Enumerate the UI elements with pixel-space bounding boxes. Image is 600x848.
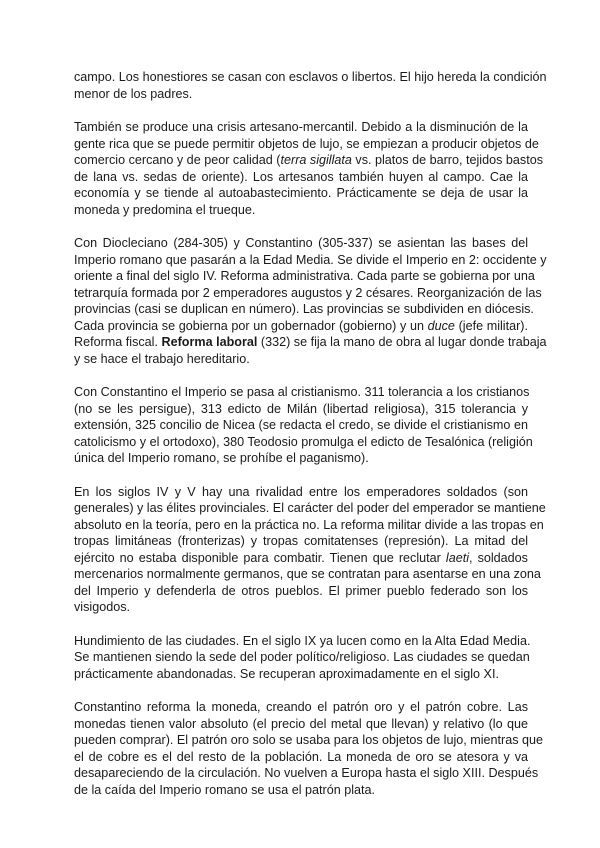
bold-text: Reforma laboral bbox=[161, 335, 258, 349]
text-run: tropas limitáneas (fronterizas) y tropas comitatenses (represión). La mitad del bbox=[74, 534, 528, 548]
text-run: y se hace el trabajo hereditario. bbox=[74, 351, 250, 366]
text-run: desapareciendo de la circulación. No vuelven a Europa hasta el siglo XIII. Después bbox=[74, 766, 539, 780]
text-run: , soldados bbox=[469, 550, 528, 565]
text-run: (332) se fija la mano de obra al lugar donde trabaja bbox=[257, 335, 547, 349]
text-run: de la caída del Imperio romano se usa el patrón plata. bbox=[74, 782, 376, 797]
paragraph-7 bbox=[74, 699, 544, 798]
text-run: Cada provincia se gobierna por un gobernador (gobierno) y un bbox=[74, 318, 428, 333]
text-run: de lana vs. sedas de oriente). Los artesanos también huyen al campo. Cae la bbox=[74, 169, 528, 184]
text-line bbox=[74, 666, 528, 683]
text-run: comercio cercano y de peor calidad ( bbox=[74, 153, 281, 167]
text-line bbox=[74, 566, 541, 583]
text-line bbox=[74, 484, 528, 501]
text-run: Reforma fiscal. bbox=[74, 335, 162, 349]
text-line bbox=[74, 136, 539, 153]
text-run: única del Imperio romano, se prohíbe el paganismo). bbox=[74, 451, 369, 465]
paragraph-4 bbox=[74, 384, 533, 467]
text-run: gente rica que se puede permitir objetos de lujo, se empiezan a producir objetos de bbox=[74, 136, 539, 151]
text-run: oriente a final del siglo IV. Reforma administrativa. Cada parte se gobierna por una bbox=[74, 269, 535, 283]
text-line bbox=[74, 268, 535, 285]
text-run: Hundimiento de las ciudades. En el siglo IX ya lucen como en la Alta Edad Media. bbox=[74, 633, 531, 648]
text-line bbox=[74, 285, 542, 302]
text-run: catolicismo y el ortodoxo), 380 Teodosio promulga el edicto de Tesalónica (religión bbox=[74, 434, 533, 449]
text-line bbox=[74, 633, 531, 650]
text-line bbox=[74, 517, 544, 534]
paragraph-3 bbox=[74, 235, 547, 367]
text-line bbox=[74, 732, 544, 749]
text-line bbox=[74, 384, 528, 401]
paragraph-6 bbox=[74, 633, 531, 683]
text-line bbox=[74, 119, 528, 136]
text-run: También se produce una crisis artesano-mercantil. Debido a la disminución de la bbox=[74, 120, 528, 134]
text-line bbox=[74, 301, 534, 318]
text-line bbox=[74, 649, 528, 666]
text-run: del Imperio y defenderla de otros pueblos. El primer pueblo federado son los bbox=[74, 583, 528, 598]
text-run: extensión, 325 concilio de Nicea (se redacta el credo, se divide el cristianismo en bbox=[74, 418, 528, 432]
italic-text: terra sigillata bbox=[280, 153, 352, 167]
text-run: provincias (casi se duplican en número). Las provincias se subdividen en diócesis. bbox=[74, 302, 534, 316]
text-run: vs. platos de barro, tejidos bastos bbox=[351, 153, 544, 167]
paragraph-2 bbox=[74, 119, 544, 218]
text-run: Con Diocleciano (284-305) y Constantino (305-337) se asientan las bases del bbox=[74, 236, 528, 250]
text-line bbox=[74, 202, 528, 219]
text-run: Con Constantino el Imperio se pasa al cristianismo. 311 tolerancia a los cristianos bbox=[74, 385, 530, 399]
text-run: economía y se tiende al autoabastecimiento. Prácticamente se deja de usar la bbox=[74, 186, 528, 200]
text-run: absoluto en la teoría, pero en la práctica no. La reforma militar divide a las tropas en bbox=[74, 517, 544, 532]
text-run: Imperio romano que pasarán a la Edad Media. Se divide el Imperio en 2: occidente y bbox=[74, 252, 547, 267]
text-run: monedas tienen valor absoluto (el precio del metal que llevan) y relativo (lo que bbox=[74, 716, 528, 731]
text-run: En los siglos IV y V hay una rivalidad entre los emperadores soldados (son bbox=[74, 484, 528, 499]
text-line bbox=[74, 252, 547, 269]
text-run: tetrarquía formada por 2 emperadores augustos y 2 césares. Reorganización de las bbox=[74, 285, 542, 300]
text-run: mercenarios normalmente germanos, que se contratan para asentarse en una zona bbox=[74, 567, 541, 581]
text-run: campo. Los honestiores se casan con esclavos o libertos. El hijo hereda la condición bbox=[74, 70, 547, 84]
text-line bbox=[74, 351, 528, 368]
text-run: menor de los padres. bbox=[74, 86, 193, 101]
text-run: el de cobre es el del resto de la población. La moneda de oro se atesora y va bbox=[74, 749, 528, 764]
text-line bbox=[74, 417, 528, 434]
paragraph-1 bbox=[74, 69, 547, 102]
text-line bbox=[74, 318, 528, 335]
text-line bbox=[74, 533, 528, 550]
text-line bbox=[74, 235, 528, 252]
text-line bbox=[74, 699, 528, 716]
text-run: pueden comprar). El patrón oro solo se usaba para los objetos de lujo, mientras que bbox=[74, 733, 544, 747]
text-line bbox=[74, 716, 528, 733]
text-run: generales) y las élites provinciales. El carácter del poder del emperador se mantiene bbox=[74, 501, 546, 515]
text-run: (jefe militar). bbox=[454, 318, 528, 333]
italic-text: duce bbox=[427, 318, 455, 333]
text-line bbox=[74, 765, 539, 782]
text-line bbox=[74, 782, 528, 799]
text-run: prácticamente abandonadas. Se recuperan aproximadamente en el siglo XI. bbox=[74, 666, 499, 681]
text-line bbox=[74, 152, 544, 169]
text-line bbox=[74, 69, 547, 86]
text-line bbox=[74, 583, 528, 600]
text-line bbox=[74, 334, 547, 351]
text-line bbox=[74, 169, 528, 186]
text-line bbox=[74, 401, 528, 418]
text-line bbox=[74, 450, 528, 467]
text-run: (no se les persigue), 313 edicto de Milán (libertad religiosa), 315 tolerancia y bbox=[74, 401, 528, 416]
text-line bbox=[74, 434, 533, 451]
text-run: moneda y predomina el trueque. bbox=[74, 202, 256, 217]
text-line bbox=[74, 185, 528, 202]
text-line bbox=[74, 500, 546, 517]
italic-text: laeti bbox=[445, 550, 469, 565]
text-run: Constantino reforma la moneda, creando el patrón oro y el patrón cobre. Las bbox=[74, 700, 528, 714]
text-line bbox=[74, 599, 528, 616]
text-line bbox=[74, 86, 528, 103]
text-line bbox=[74, 749, 528, 766]
text-run: ejército no estaba disponible para combatir. Tienen que reclutar bbox=[74, 550, 446, 565]
text-run: visigodos. bbox=[74, 600, 131, 614]
paragraph-5 bbox=[74, 484, 546, 616]
text-run: Se mantienen siendo la sede del poder político/religioso. Las ciudades se quedan bbox=[74, 650, 530, 664]
text-line bbox=[74, 550, 528, 567]
